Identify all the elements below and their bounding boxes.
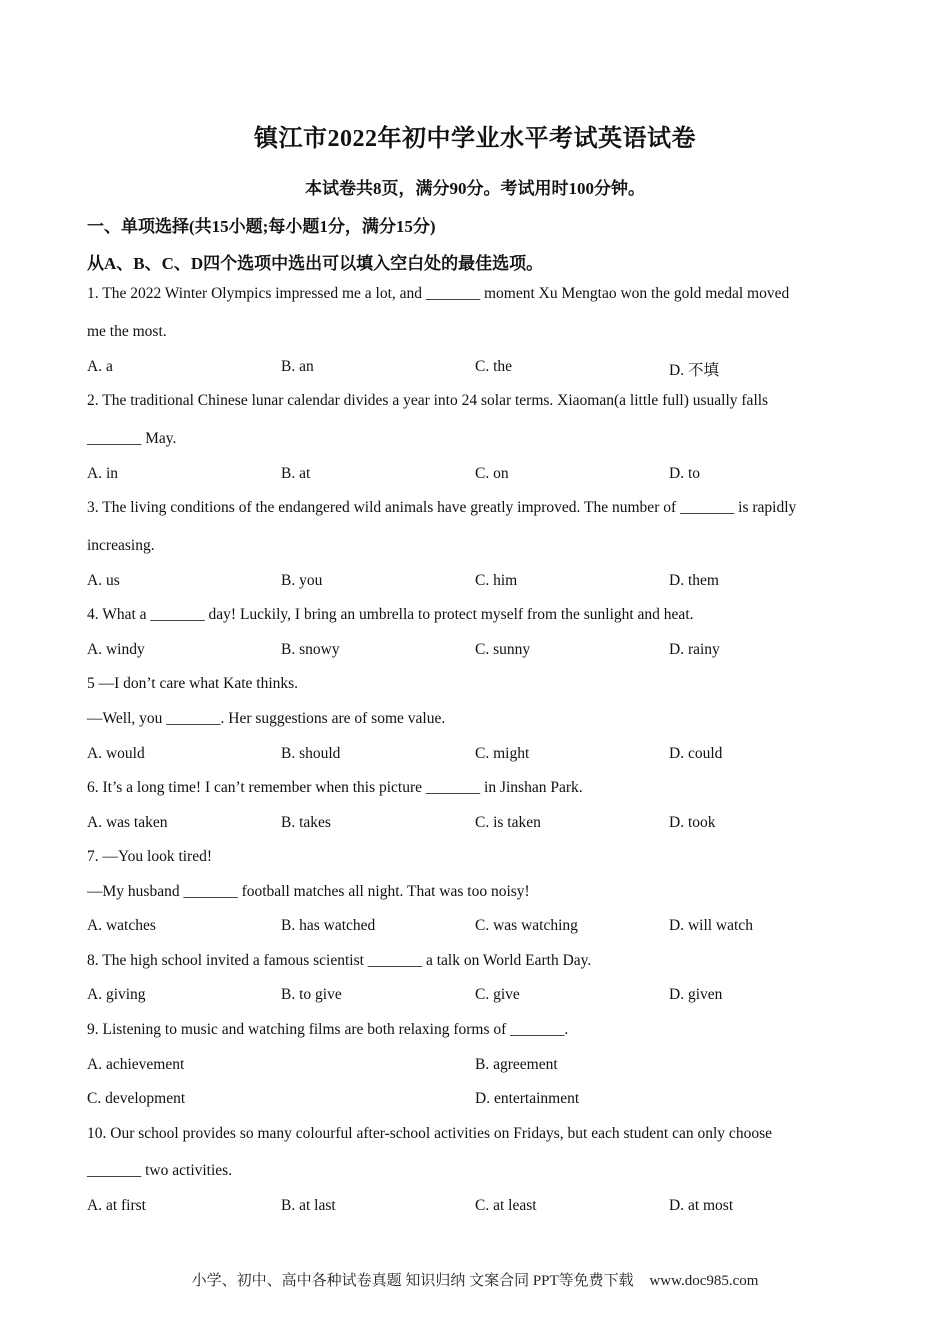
option-b: B. takes: [281, 814, 331, 831]
option-b: B. agreement: [475, 1056, 558, 1073]
option-c: C. development: [87, 1090, 186, 1107]
page-subtitle: 本试卷共8页，满分90分。考试用时100分钟。: [305, 179, 645, 198]
option-a: A. watches: [87, 917, 156, 934]
option-d: D. rainy: [669, 641, 720, 658]
option-a: A. giving: [87, 986, 146, 1003]
page-footer: [0, 1269, 950, 1290]
option-c: C. him: [475, 572, 518, 589]
option-b: B. an: [281, 358, 314, 375]
option-d: D. will watch: [669, 917, 753, 934]
question-text-line: 8. The high school invited a famous scientist _______ a talk on World Earth Day.: [87, 952, 592, 969]
section-instruction: 从A、B、C、D四个选项中选出可以填入空白处的最佳选项。: [87, 254, 544, 273]
question-text-line: 5 —I don’t care what Kate thinks.: [87, 675, 299, 692]
option-d: D. 不填: [669, 362, 719, 379]
section-heading: 一、单项选择(共15小题;每小题1分，满分15分): [87, 217, 436, 236]
question-text-line: _______ two activities.: [87, 1162, 233, 1179]
option-c: C. sunny: [475, 641, 531, 658]
option-c: C. is taken: [475, 814, 541, 831]
question-text-line: _______ May.: [87, 430, 177, 447]
footer-link[interactable]: www.doc985.com: [649, 1273, 759, 1289]
question-text-line: 7. —You look tired!: [87, 848, 213, 865]
option-c: C. give: [475, 986, 520, 1003]
option-d: D. took: [669, 814, 716, 831]
option-b: B. has watched: [281, 917, 376, 934]
question-text-line: me the most.: [87, 323, 167, 340]
option-d: D. at most: [669, 1197, 734, 1214]
option-d: D. entertainment: [475, 1090, 580, 1107]
option-c: C. the: [475, 358, 513, 375]
question-text-line: 6. It’s a long time! I can’t remember when this picture _______ in Jinshan Park.: [87, 779, 583, 796]
question-text-line: 4. What a _______ day! Luckily, I bring an umbrella to protect myself from the sunlight and heat.: [87, 606, 694, 623]
question-text-line: 3. The living conditions of the endangered wild animals have greatly improved. The number of _______ is rapidly: [87, 499, 797, 516]
question-text-line: increasing.: [87, 537, 155, 554]
option-b: B. should: [281, 745, 341, 762]
option-a: A. was taken: [87, 814, 168, 831]
option-d: D. could: [669, 745, 723, 762]
footer-text: 小学、初中、高中各种试卷真题 知识归纳 文案合同 PPT等免费下载: [191, 1273, 634, 1289]
option-d: D. them: [669, 572, 719, 589]
question-text-line: 1. The 2022 Winter Olympics impressed me a lot, and _______ moment Xu Mengtao won the gold medal moved: [87, 285, 790, 302]
option-a: A. at first: [87, 1197, 146, 1214]
option-a: A. us: [87, 572, 120, 589]
option-b: B. to give: [281, 986, 342, 1003]
question-text-line: 10. Our school provides so many colourful after-school activities on Fridays, but each student can only choose: [87, 1125, 772, 1142]
option-a: A. windy: [87, 641, 145, 658]
question-text-line: 2. The traditional Chinese lunar calendar divides a year into 24 solar terms. Xiaoman(a little full) usually falls: [87, 392, 769, 409]
option-b: B. snowy: [281, 641, 340, 658]
option-b: B. you: [281, 572, 323, 589]
question-text-line: —Well, you _______. Her suggestions are of some value.: [87, 710, 446, 727]
option-a: A. in: [87, 465, 118, 482]
option-c: C. at least: [475, 1197, 537, 1214]
option-c: C. might: [475, 745, 530, 762]
option-a: A. a: [87, 358, 113, 375]
option-a: A. would: [87, 745, 145, 762]
question-text-line: —My husband _______ football matches all night. That was too noisy!: [87, 883, 530, 900]
page-title: 镇江市2022年初中学业水平考试英语试卷: [254, 126, 696, 152]
option-c: C. was watching: [475, 917, 578, 934]
option-a: A. achievement: [87, 1056, 185, 1073]
option-d: D. given: [669, 986, 723, 1003]
option-b: B. at last: [281, 1197, 336, 1214]
option-b: B. at: [281, 465, 311, 482]
option-c: C. on: [475, 465, 509, 482]
option-d: D. to: [669, 465, 700, 482]
question-text-line: 9. Listening to music and watching films are both relaxing forms of _______.: [87, 1021, 569, 1038]
